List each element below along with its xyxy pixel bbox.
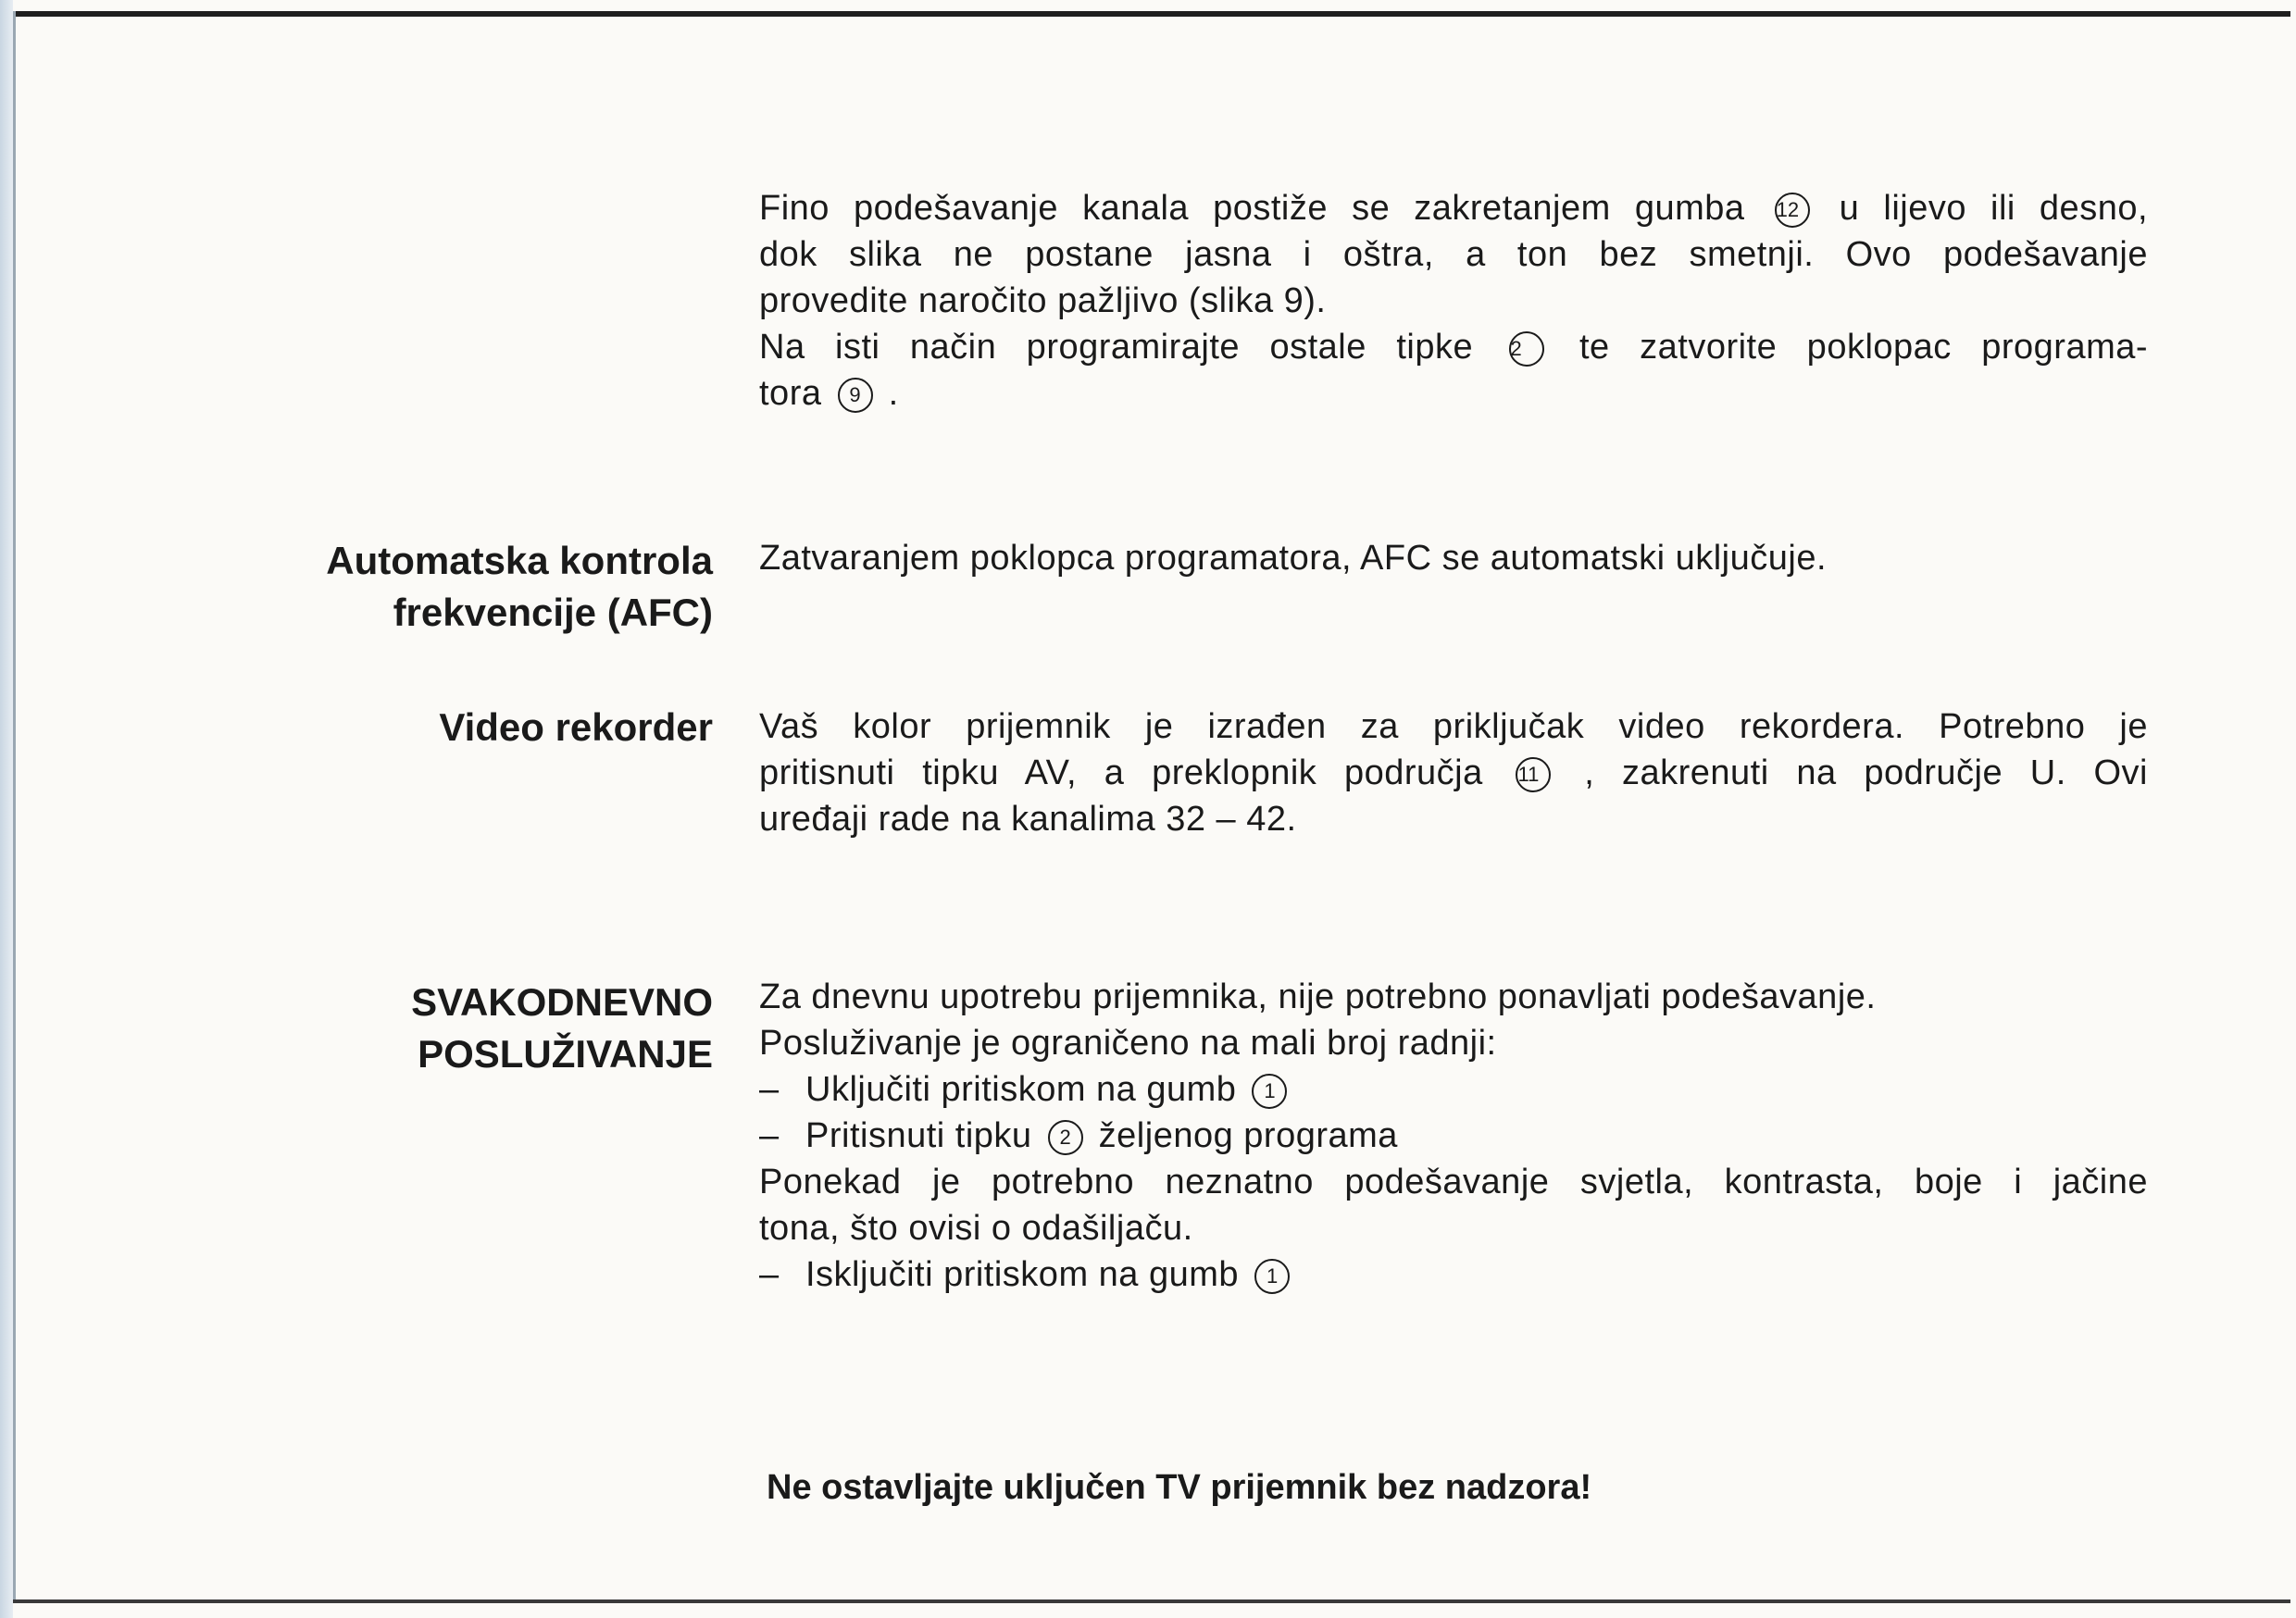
page-spine [0,0,13,1618]
control-number-12: 12 [1775,193,1810,228]
top-border-line [13,11,2290,17]
daily-line-4: tona, što ovisi o odašiljaču. [759,1209,1193,1248]
video-line-1: Vaš kolor prijemnik je izrađen za priključak video rekordera. Potrebno je [759,707,2148,746]
fine-tuning-line-3: provedite naročito pažljivo (slika 9). [759,281,1327,320]
bottom-border-line [13,1599,2290,1603]
daily-operation-heading: SVAKODNEVNO POSLUŽIVANJE [411,980,713,1076]
daily-line-3: Ponekad je potrebno neznatno podešavanje svjetla, kontrasta, boje i jačine [759,1163,2148,1201]
daily-line-1: Za dnevnu upotrebu prijemnika, nije potrebno ponavljati podešavanje. [759,977,1877,1016]
video-recorder-paragraph [759,703,2148,842]
control-number-9: 9 [838,378,873,413]
afc-text: Zatvaranjem poklopca programatora, AFC se automatski uključuje. [759,539,1828,578]
afc-heading: Automatska kontrola frekvencije (AFC) [326,539,713,634]
daily-list-item-1: – Uključiti pritiskom na gumb 1 [759,1066,2148,1113]
left-border-line [13,11,16,1603]
fine-tuning-line-4: Na isti način programirajte ostale tipke 2 te zatvorite poklopac programa- [759,328,2149,367]
daily-list-item-2: – Pritisnuti tipku 2 željenog programa [759,1116,1398,1155]
video-line-3: uređaji rade na kanalima 32 – 42. [759,800,1297,839]
control-number-11: 11 [1516,757,1551,792]
daily-line-2: Posluživanje je ograničeno na mali broj radnji: [759,1024,1497,1063]
daily-operation-paragraph [759,974,2148,1298]
daily-list-item-3: – Isključiti pritiskom na gumb 1 [759,1251,2148,1298]
warning-text: Ne ostavljajte uključen TV prijemnik bez nadzora! [767,1468,1592,1507]
video-recorder-heading: Video rekorder [439,705,713,749]
fine-tuning-paragraph [759,185,2148,417]
video-line-2: pritisnuti tipku AV, a preklopnik područja 11 , zakrenuti na područje U. Ovi [759,753,2148,792]
control-number-2: 2 [1048,1120,1083,1155]
control-number-2: 2 [1509,331,1544,367]
fine-tuning-line-1: Fino podešavanje kanala postiže se zakretanjem gumba 12 u lijevo ili desno, [759,189,2149,228]
control-number-1: 1 [1252,1074,1287,1109]
control-number-1: 1 [1254,1259,1290,1294]
fine-tuning-line-2: dok slika ne postane jasna i oštra, a ton bez smetnji. Ovo podešavanje [759,235,2148,274]
fine-tuning-line-5: tora 9 . [759,374,899,413]
